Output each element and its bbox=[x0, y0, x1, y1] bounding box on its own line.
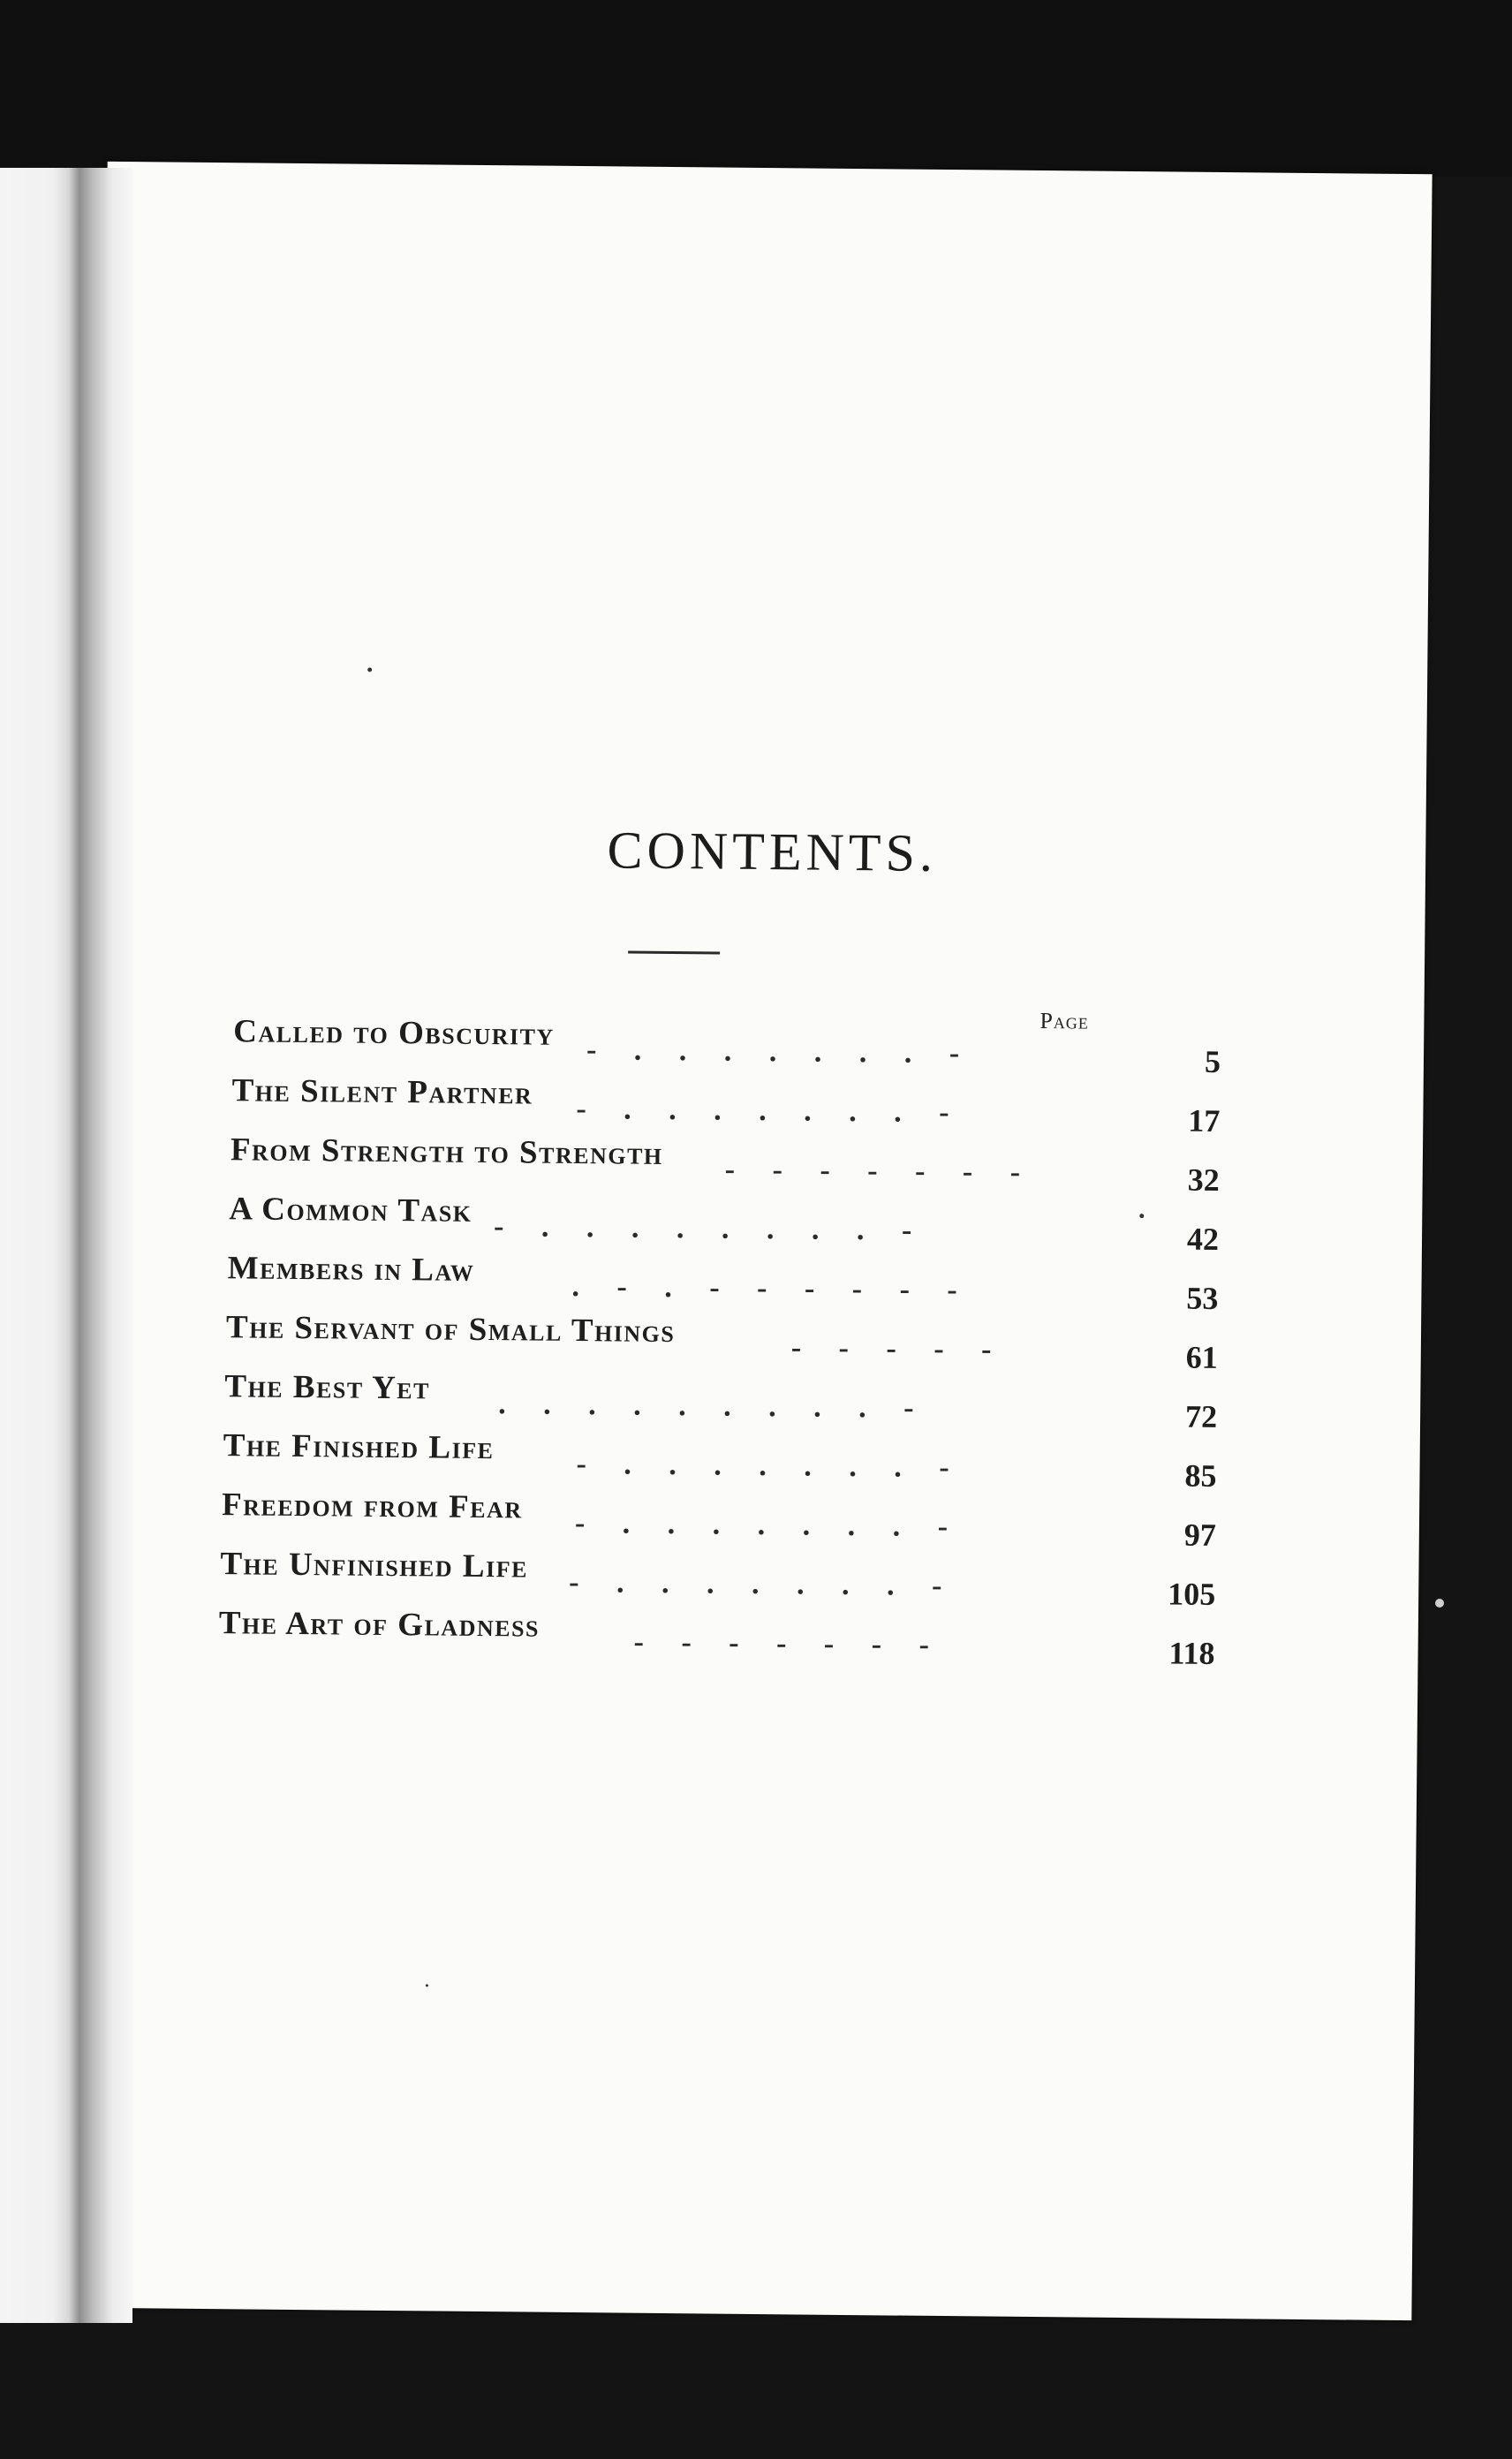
entry-title: Members in Law bbox=[227, 1250, 475, 1289]
paper-speck bbox=[1139, 1214, 1144, 1218]
entry-page-number: 97 bbox=[1183, 1517, 1217, 1553]
entry-page-number: 42 bbox=[1186, 1221, 1220, 1257]
table-of-contents bbox=[216, 1012, 1221, 1673]
entry-title: The Art of Gladness bbox=[218, 1605, 541, 1645]
entry-page-number: 61 bbox=[1185, 1339, 1218, 1375]
dot-leader: - - - - - - - bbox=[633, 1625, 930, 1661]
toc-entry bbox=[223, 1426, 1217, 1495]
dot-leader: - . . . . . . . - bbox=[576, 1448, 949, 1485]
entry-page-number: 105 bbox=[1167, 1576, 1216, 1612]
entry-title: Called to Obscurity bbox=[233, 1013, 555, 1053]
page-column-label: Page bbox=[1040, 1008, 1089, 1034]
dot-leader: - . . . . . . . - bbox=[586, 1033, 960, 1071]
toc-entry bbox=[231, 1071, 1221, 1140]
toc-entry bbox=[226, 1308, 1219, 1377]
toc-entry bbox=[224, 1367, 1218, 1436]
dot-leader: - . . . . . . . - bbox=[576, 1093, 949, 1130]
page-content bbox=[87, 162, 1432, 2320]
paper-speck bbox=[426, 1984, 428, 1986]
background-speck bbox=[1435, 1599, 1444, 1608]
toc-entry bbox=[229, 1190, 1220, 1259]
toc-entry bbox=[220, 1545, 1216, 1614]
entry-title: The Silent Partner bbox=[231, 1072, 533, 1112]
dot-leader: - - - - - - - bbox=[724, 1153, 1021, 1189]
entry-page-number: 32 bbox=[1187, 1161, 1220, 1198]
entry-title: The Finished Life bbox=[223, 1427, 495, 1467]
toc-entry bbox=[218, 1604, 1215, 1673]
dot-leader: . - . - - - - - - bbox=[571, 1269, 957, 1307]
toc-entry bbox=[231, 1131, 1221, 1199]
entry-page-number: 17 bbox=[1188, 1102, 1221, 1139]
entry-title: The Unfinished Life bbox=[220, 1546, 529, 1585]
dot-leader: - . . . . . . . . - bbox=[493, 1210, 912, 1247]
heading-rule bbox=[628, 951, 720, 955]
toc-entry bbox=[227, 1249, 1219, 1318]
book-gutter bbox=[0, 168, 132, 2323]
entry-page-number: 5 bbox=[1204, 1043, 1221, 1080]
entry-title: From Strength to Strength bbox=[230, 1131, 663, 1172]
entry-page-number: 118 bbox=[1168, 1635, 1215, 1671]
toc-entry bbox=[222, 1486, 1217, 1555]
dot-leader: - . . . . . . . - bbox=[569, 1565, 942, 1602]
entry-page-number: 85 bbox=[1184, 1457, 1217, 1494]
entry-page-number: 53 bbox=[1186, 1280, 1219, 1316]
entry-title: The Best Yet bbox=[224, 1368, 431, 1407]
book-page bbox=[87, 162, 1432, 2320]
paper-speck bbox=[367, 668, 372, 672]
entry-page-number: 72 bbox=[1184, 1398, 1218, 1434]
entry-title: A Common Task bbox=[229, 1191, 472, 1230]
dot-leader: - - - - - bbox=[790, 1331, 992, 1366]
dot-leader: - . . . . . . . - bbox=[574, 1507, 949, 1544]
contents-heading: CONTENTS. bbox=[607, 821, 938, 882]
scan-background bbox=[0, 0, 1512, 177]
toc-entry bbox=[233, 1012, 1221, 1081]
dot-leader: . . . . . . . . . - bbox=[498, 1388, 914, 1425]
entry-title: Freedom from Fear bbox=[221, 1487, 523, 1526]
entry-title: The Servant of Small Things bbox=[225, 1309, 676, 1351]
